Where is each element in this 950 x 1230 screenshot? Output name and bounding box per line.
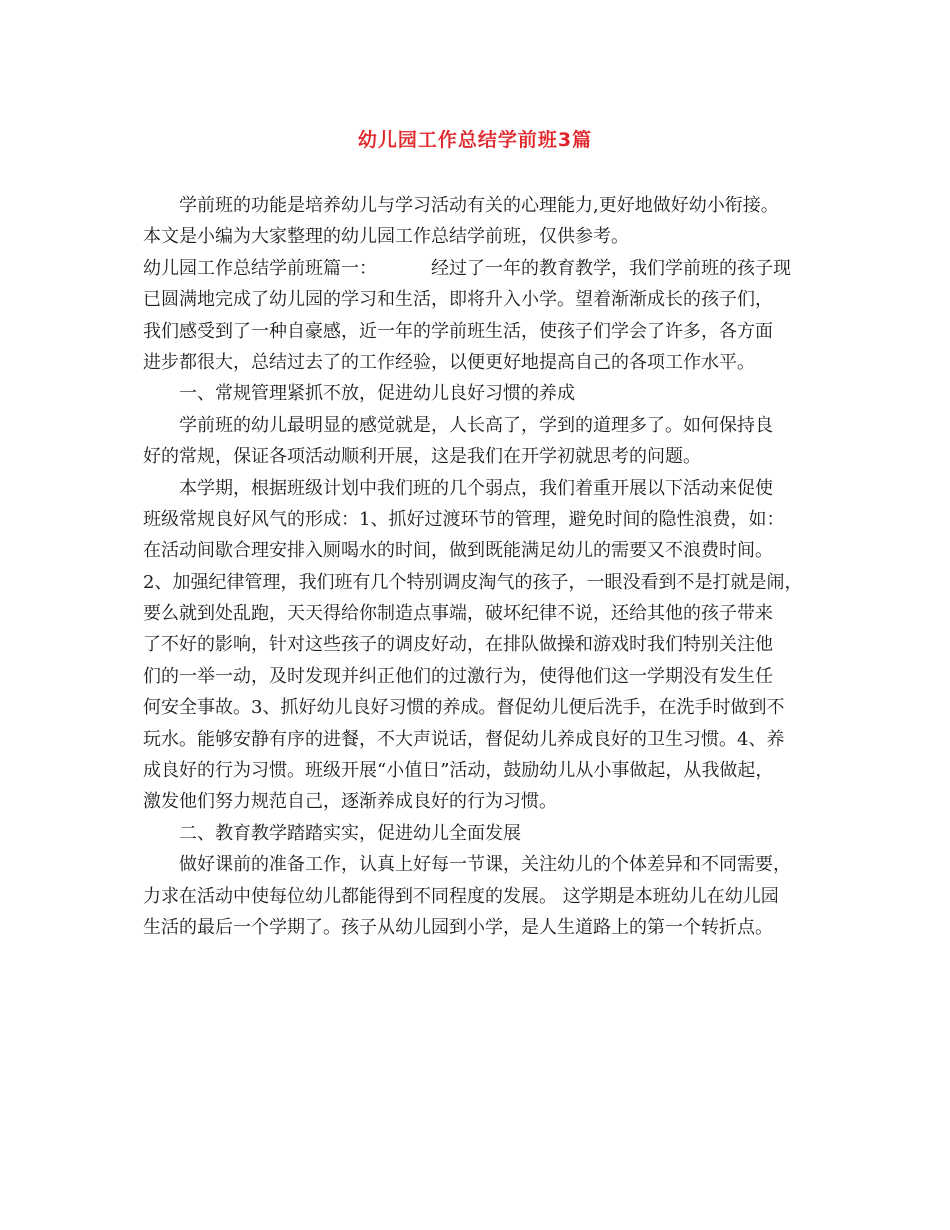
paragraph-line: 学前班的功能是培养幼儿与学习活动有关的心理能力,更好地做好幼小衔接。 xyxy=(179,195,779,216)
paragraph-line: 好的常规，保证各项活动顺利开展，这是我们在开学初就思考的问题。 xyxy=(143,446,701,468)
paragraph-line: 进步都很大，总结过去了的工作经验，以便更好地提高自己的各项工作水平。 xyxy=(143,351,755,373)
paragraph-line: 生活的最后一个学期了。孩子从幼儿园到小学，是人生道路上的第一个转折点。 xyxy=(143,916,773,938)
document-title: 幼儿园工作总结学前班3篇 xyxy=(357,129,593,151)
paragraph-line: 力求在活动中使每位幼儿都能得到不同程度的发展。 这学期是本班幼儿在幼儿园 xyxy=(143,885,779,907)
paragraph-line: 何安全事故。3、抓好幼儿良好习惯的养成。督促幼儿便后洗手，在洗手时做到不 xyxy=(143,697,785,719)
paragraph-line: 们的一举一动，及时发现并纠正他们的过激行为，使得他们这一学期没有发生任 xyxy=(143,665,773,687)
paragraph-line: 2、加强纪律管理，我们班有几个特别调皮淘气的孩子，一眼没看到不是打就是闹， xyxy=(143,571,803,593)
paragraph-line: 学前班的幼儿最明显的感觉就是，人长高了，学到的道理多了。如何保持良 xyxy=(179,414,773,436)
section-label: 幼儿园工作总结学前班篇一： xyxy=(143,257,377,279)
document-body xyxy=(143,190,813,943)
paragraph-line: 做好课前的准备工作，认真上好每一节课，关注幼儿的个体差异和不同需要， xyxy=(179,854,791,876)
paragraph-line: 在活动间歇合理安排入厕喝水的时间，做到既能满足幼儿的需要又不浪费时间。 xyxy=(143,540,773,562)
paragraph-line: 了不好的影响，针对这些孩子的调皮好动，在排队做操和游戏时我们特别关注他 xyxy=(143,634,773,656)
paragraph-line: 我们感受到了一种自豪感，近一年的学前班生活，使孩子们学会了许多，各方面 xyxy=(143,320,773,342)
paragraph-line: 玩水。能够安静有序的进餐，不大声说话，督促幼儿养成良好的卫生习惯。4、养 xyxy=(143,728,785,750)
paragraph-line: 班级常规良好风气的形成：1、抓好过渡环节的管理，避免时间的隐性浪费，如： xyxy=(143,508,785,530)
subheading-line: 二、教育教学踏踏实实，促进幼儿全面发展 xyxy=(179,822,521,844)
paragraph-line: 成良好的行为习惯。班级开展“小值日”活动，鼓励幼儿从小事做起，从我做起， xyxy=(143,760,774,782)
paragraph-line: 已圆满地完成了幼儿园的学习和生活，即将升入小学。望着渐渐成长的孩子们， xyxy=(143,289,773,311)
subheading-line: 一、常规管理紧抓不放，促进幼儿良好习惯的养成 xyxy=(179,383,575,405)
section-heading-line xyxy=(143,253,813,284)
paragraph-line: 要么就到处乱跑，天天得给你制造点事端，破坏纪律不说，还给其他的孩子带来 xyxy=(143,603,773,625)
paragraph-text: 经过了一年的教育教学，我们学前班的孩子现 xyxy=(431,257,791,279)
paragraph-line: 激发他们努力规范自己，逐渐养成良好的行为习惯。 xyxy=(143,791,557,813)
paragraph-line: 本文是小编为大家整理的幼儿园工作总结学前班，仅供参考。 xyxy=(143,226,629,248)
paragraph-line: 本学期，根据班级计划中我们班的几个弱点，我们着重开展以下活动来促使 xyxy=(179,477,773,499)
